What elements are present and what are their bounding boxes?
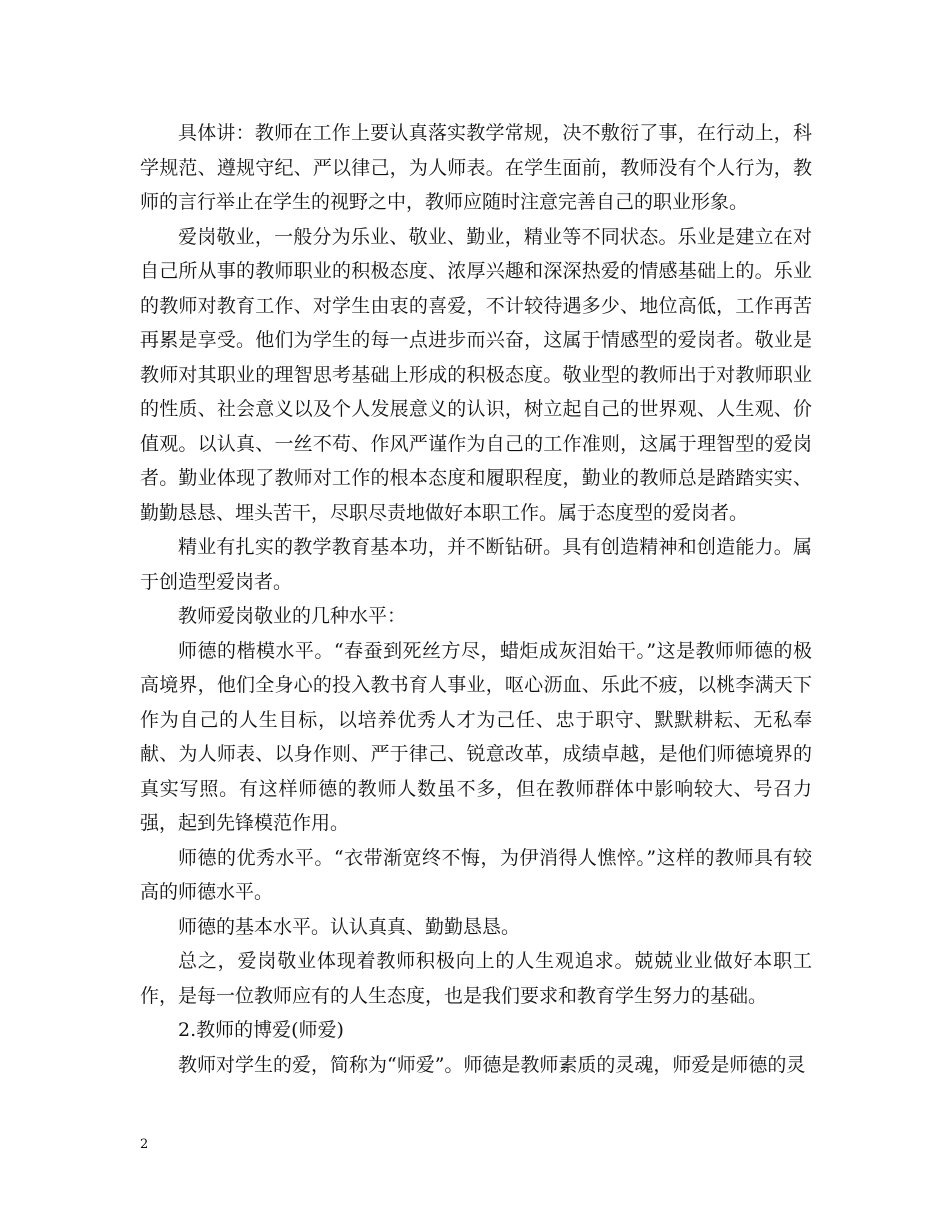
page-number: 2 [140,1137,149,1152]
paragraph-summary: 总之，爱岗敬业体现着教师积极向上的人生观追求。兢兢业业做好本职工作，是每一位教师应有的人生态度，也是我们要求和教育学生努力的基础。 [140,950,812,1007]
paragraph-love-of-job: 爱岗敬业，一般分为乐业、敬业、勤业，精业等不同状态。乐业是建立在对自己所从事的教师职业的积极态度、浓厚兴趣和深深热爱的情感基础上的。乐业的教师对教育工作、对学生由衷的喜爱，不计较待遇多少、地位高低，工作再苦再累是享受。他们为学生的每一点进步而兴奋，这属于情感型的爱岗者。敬业是教师对其职业的理智思考基础上形成的积极态度。敬业型的教师出于对教师职业的性质、社会意义以及个人发展意义的认识，树立起自己的世界观、人生观、价值观。以认真、一丝不苟、作风严谨作为自己的工作准则，这属于理智型的爱岗者。勤业体现了教师对工作的根本态度和履职程度，勤业的教师总是踏踏实实、勤勤恳恳、埋头苦干，尽职尽责地做好本职工作。属于态度型的爱岗者。 [140,225,812,524]
paragraph-model-level: 师德的楷模水平。“春蚕到死丝方尽，蜡炬成灰泪始干。”这是教师师德的极高境界，他们全身心的投入教书育人事业，呕心沥血、乐此不疲，以桃李满天下作为自己的人生目标，以培养优秀人才为己任、忠于职守、默默耕耘、无私奉献、为人师表、以身作则、严于律己、锐意改革，成绩卓越，是他们师德境界的真实写照。有这样师德的教师人数虽不多，但在教师群体中影响较大、号召力强，起到先锋模范作用。 [140,639,812,834]
document-body [140,116,812,1082]
paragraph-teacher-love: 教师对学生的爱，简称为“师爱”。师德是教师素质的灵魂，师爱是师德的灵 [178,1053,806,1076]
paragraph-teacher-conduct: 具体讲：教师在工作上要认真落实教学常规，决不敷衍了事，在行动上，科学规范、遵规守纪、严以律己，为人师表。在学生面前，教师没有个人行为，教师的言行举止在学生的视野之中，教师应随时注意完善自己的职业形象。 [140,122,812,213]
paragraph-levels-heading: 教师爱岗敬业的几种水平： [178,605,407,627]
paragraph-basic-level: 师德的基本水平。认认真真、勤勤恳恳。 [178,915,521,938]
paragraph-excellence: 精业有扎实的教学教育基本功，并不断钻研。具有创造精神和创造能力。属于创造型爱岗者。 [140,536,812,593]
section-heading-teacher-love: 2.教师的博爱(师爱) [178,1019,344,1041]
paragraph-excellent-level: 师德的优秀水平。“衣带渐宽终不悔，为伊消得人憔悴。”这样的教师具有较高的师德水平。 [140,846,812,903]
